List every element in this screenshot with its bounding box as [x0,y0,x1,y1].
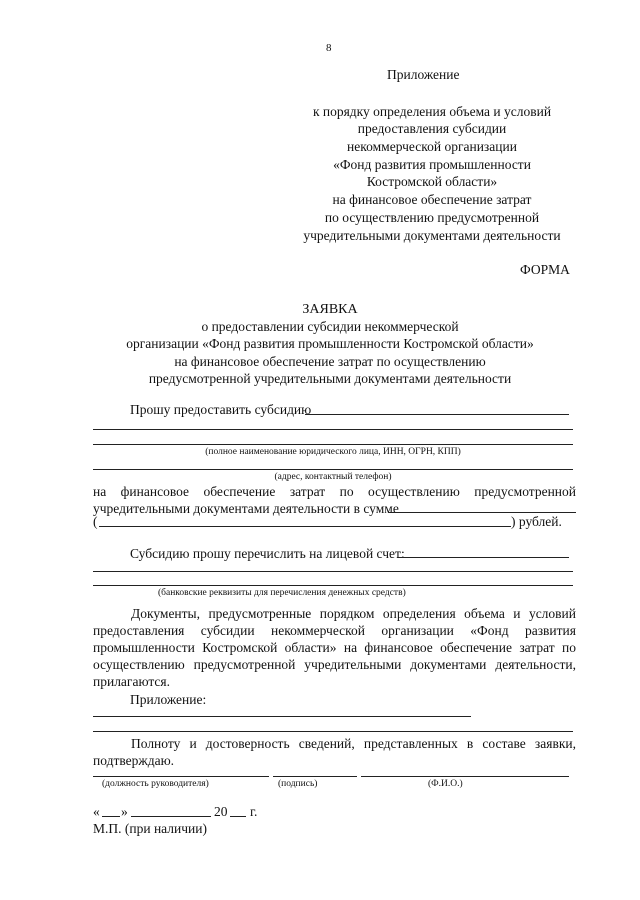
caption-name: (Ф.И.О.) [428,779,463,789]
application-line-2: организации «Фонд развития промышленности Костромской области» [126,336,534,351]
appendix-line-5: Костромской области» [366,174,498,189]
appendix-line-2: предоставления субсидии [357,121,507,136]
appendix-line-8: учредительными документами деятельности [303,228,561,243]
documents-paragraph: Документы, предусмотренные порядком определения объема и условий предоставления субсидии некоммерческой организации «Фонд развития промышленности Костромской области» на финансовое обеспечение затрат по осуществлению предусмотренной учредительными документами деятельности, прилагаются. [93,606,576,689]
stamp-note: М.П. (при наличии) [93,821,207,836]
appendix-line-7: по осуществлению предусмотренной [324,210,540,225]
appendix-title: Приложение [387,67,460,82]
form-label: ФОРМА [520,262,570,277]
date-year-line [230,816,246,817]
date-open-quote: « [93,804,100,819]
application-line-1: о предоставлении субсидии некоммерческой [201,319,459,334]
subsidy-blank-line [305,414,569,415]
request-label: Прошу предоставить субсидию [130,402,312,417]
appendix-line-4: «Фонд развития промышленности [333,157,531,172]
attachment-line-2 [93,731,573,732]
page-number: 8 [326,42,332,54]
bank-line-1 [93,571,573,572]
attachment-label: Приложение: [130,692,207,707]
sig-name-line [361,776,569,777]
date-year-prefix: 20 [214,804,228,819]
caption-address: (адрес, контактный телефон) [274,472,392,482]
account-blank-line [397,557,569,558]
application-line-3: на финансовое обеспечение затрат по осуществлению [174,354,486,369]
date-suffix: г. [250,804,258,819]
sig-signature-line [273,776,357,777]
sig-position-line [93,776,269,777]
amount-words-line [99,526,511,527]
org-line-2 [93,444,573,445]
caption-bank: (банковские реквизиты для перечисления денежных средств) [158,588,406,598]
date-day-line [102,816,120,817]
attachment-line-1 [93,716,471,717]
caption-position: (должность руководителя) [102,779,209,789]
bank-line-2 [93,585,573,586]
appendix-line-3: некоммерческой организации [347,139,517,154]
purpose-line-2: учредительными документами деятельности в сумме [93,501,399,516]
caption-org: (полное наименование юридического лица, ИНН, ОГРН, КПП) [205,447,461,457]
appendix-line-1: к порядку определения объема и условий [312,104,552,119]
application-line-4: предусмотренной учредительными документами деятельности [148,371,512,386]
account-label: Субсидию прошу перечислить на лицевой счет: [130,546,405,561]
date-close-quote: » [121,804,128,819]
paren-open: ( [93,514,98,529]
address-line [93,469,573,470]
confirm-paragraph: Полноту и достоверность сведений, представленных в составе заявки, подтверждаю. [93,736,576,768]
purpose-line-1: на финансовое обеспечение затрат по осуществлению предусмотренной [93,484,576,499]
rubles-label: ) рублей. [511,514,562,529]
caption-signature: (подпись) [278,779,318,789]
appendix-line-6: на финансовое обеспечение затрат [332,192,532,207]
org-line-1 [93,429,573,430]
application-title: ЗАЯВКА [302,302,358,317]
date-month-line [131,816,211,817]
